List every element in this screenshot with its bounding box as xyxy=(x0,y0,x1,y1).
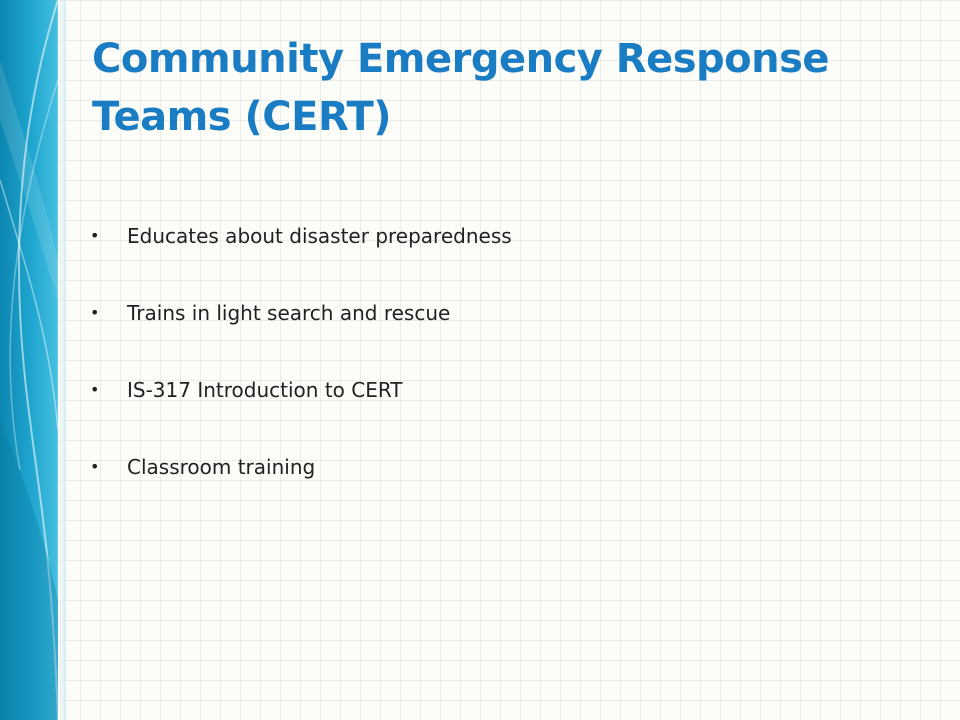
bullet-item xyxy=(90,449,890,526)
slide-title-line-2: Teams (CERT) xyxy=(92,94,392,140)
bullet-text: Trains in light search and rescue xyxy=(127,301,451,325)
bullet-text: Classroom training xyxy=(127,455,316,479)
slide-title xyxy=(92,30,912,146)
slide-title-line-1: Community Emergency Response xyxy=(92,36,830,82)
bullet-text: Educates about disaster preparedness xyxy=(127,224,512,248)
bullet-dot-icon: • xyxy=(90,380,100,399)
decorative-side-band xyxy=(0,0,66,720)
bullet-dot-icon: • xyxy=(90,226,100,245)
bullet-item xyxy=(90,218,890,295)
bullet-item xyxy=(90,295,890,372)
bullet-dot-icon: • xyxy=(90,457,100,476)
bullet-list xyxy=(90,218,890,526)
bullet-text: IS-317 Introduction to CERT xyxy=(127,378,403,402)
bullet-dot-icon: • xyxy=(90,303,100,322)
bullet-item xyxy=(90,372,890,449)
